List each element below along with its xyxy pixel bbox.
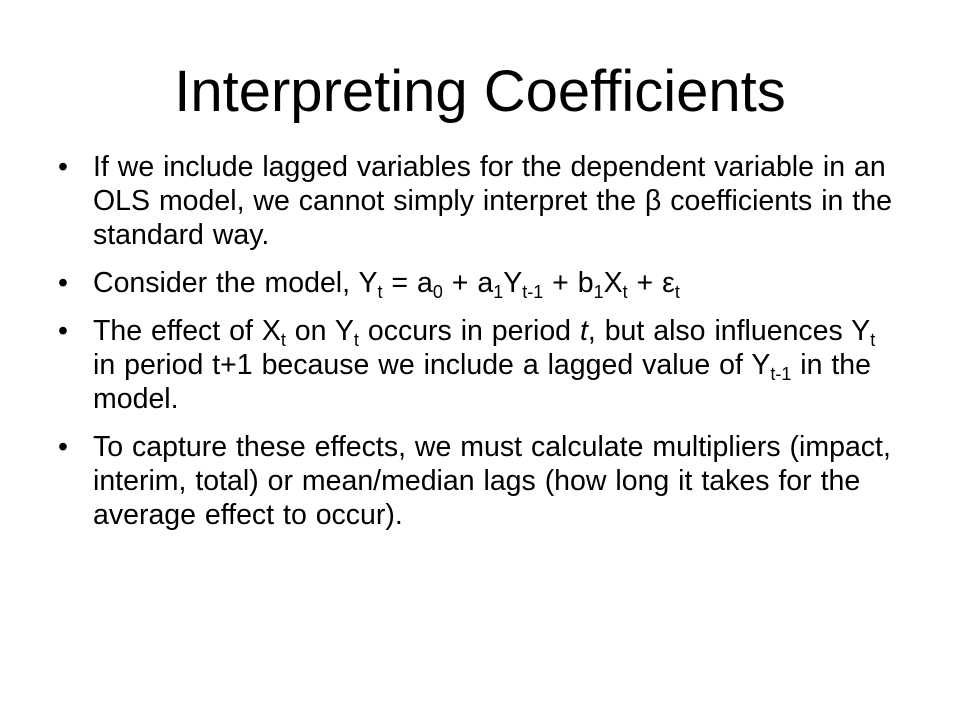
subscript: t <box>377 282 383 302</box>
bullet-item-effect <box>56 314 906 416</box>
text-segment: on Y <box>285 315 354 347</box>
text-segment: If we include lagged variables for the dependent variable in an OLS model, we cannot simply interpret the β coefficients in the standard way. <box>93 151 892 251</box>
bullet-marker: • <box>58 315 68 347</box>
bullet-item-lagged-variables <box>56 150 906 252</box>
slide-title: Interpreting Coefficients <box>174 59 786 124</box>
subscript: t <box>353 330 359 350</box>
subscript: 1 <box>593 282 604 302</box>
text-segment: in period t+1 because we include a lagged value of Y <box>93 349 771 381</box>
text-segment: Consider the model, Y <box>93 267 378 299</box>
bullet-text <box>93 267 680 302</box>
bullet-marker: • <box>58 151 68 183</box>
bullet-marker: • <box>58 431 68 463</box>
bullet-list <box>56 150 906 546</box>
subscript: 0 <box>432 282 443 302</box>
subscript: t <box>280 330 286 350</box>
bullet-text <box>93 431 891 531</box>
text-segment: The effect of X <box>93 315 281 347</box>
text-segment: + ε <box>627 267 675 299</box>
bullet-item-capture <box>56 430 906 532</box>
bullet-text <box>93 315 875 415</box>
text-segment: = a <box>382 267 433 299</box>
subscript: t <box>622 282 628 302</box>
text-segment: Y <box>503 267 523 299</box>
subscript: t <box>674 282 680 302</box>
text-segment: To capture these effects, we must calculate multipliers (impact, interim, total) or mean/median lags (how long it takes for the average effect to occur). <box>93 431 891 531</box>
bullet-marker: • <box>58 267 68 299</box>
text-segment: + a <box>442 267 494 299</box>
text-segment: , but also influences Y <box>587 315 871 347</box>
bullet-item-model <box>56 266 906 300</box>
bullet-text <box>93 151 892 251</box>
subscript: t-1 <box>522 282 544 302</box>
subscript: t <box>870 330 876 350</box>
text-segment: in the model. <box>93 349 871 415</box>
italic-text: t <box>579 315 588 347</box>
text-segment: + b <box>543 267 594 299</box>
text-segment: X <box>603 267 623 299</box>
subscript: 1 <box>493 282 504 302</box>
text-segment: occurs in period <box>358 315 580 347</box>
subscript: t-1 <box>770 364 792 384</box>
